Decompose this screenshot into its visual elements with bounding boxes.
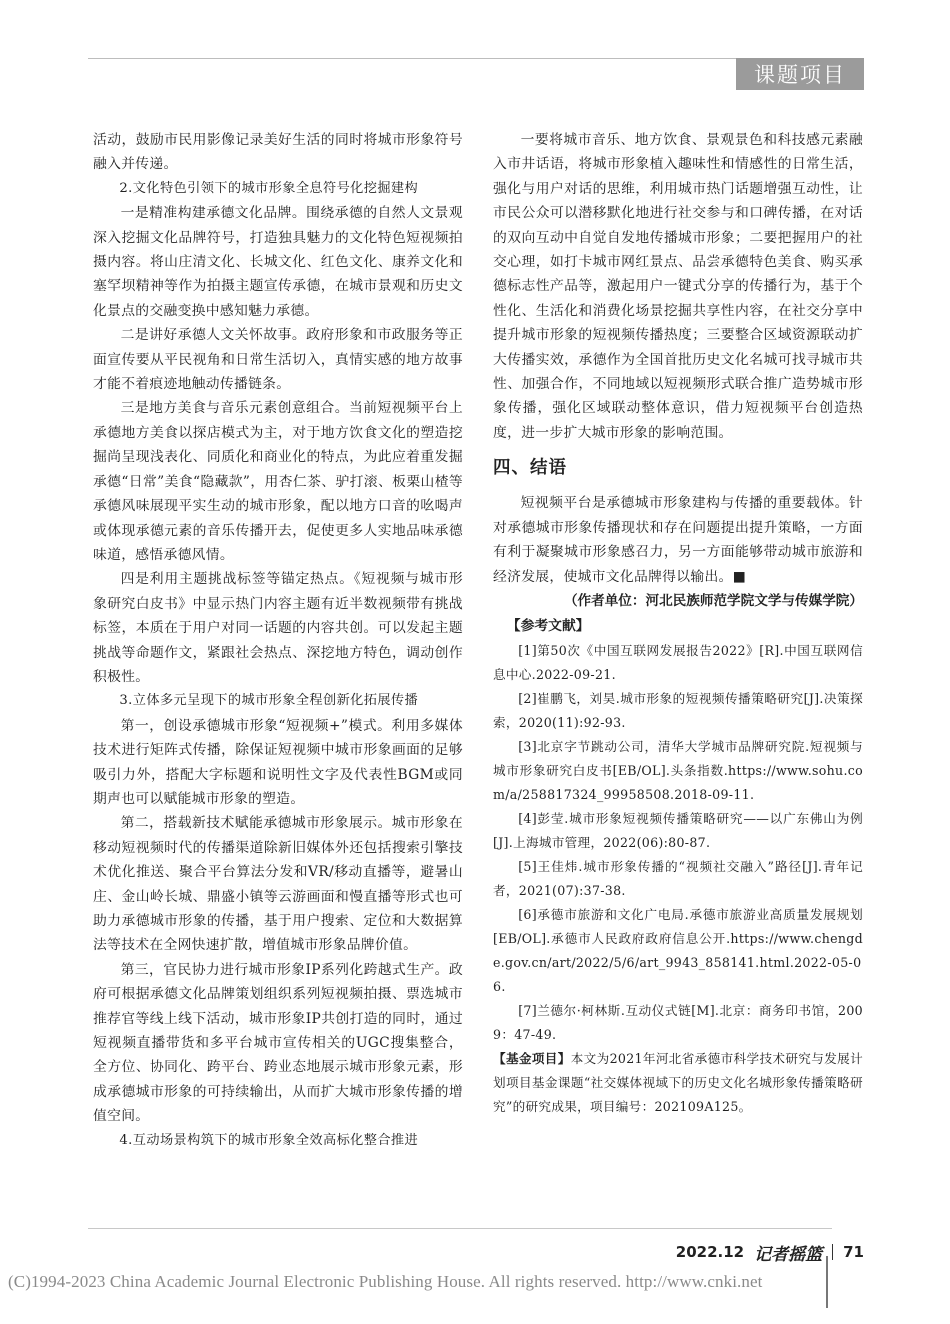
paragraph: 二是讲好承德人文关怀故事。政府形象和市政服务等正面宣传要从平民视角和日常生活切入，真情实感的地方故事才能不着痕迹地触动传播链条。 [93, 327, 463, 393]
paragraph: 三是地方美食与音乐元素创意组合。当前短视频平台上承德地方美食以探店模式为主，对于地方饮食文化的塑造挖掘尚呈现浅表化、同质化和商业化的特点，为此应着重发掘承德“日常”美食“隐藏款”，用杏仁茶、驴打滚、板栗山楂等承德风味展现平实生动的城市形象，配以地方口音的吆喝声或体现承德元素的音乐传播开去，促使更多人实地品味承德味道，感悟承德风情。 [93, 400, 463, 563]
paragraph: 短视频平台是承德城市形象建构与传播的重要载体。针对承德城市形象传播现状和存在问题提出提升策略，一方面有利于凝聚城市形象感召力，另一方面能够带动城市旅游和经济发展，使城市文化品牌得以输出。■ [493, 495, 863, 585]
subheading: 3.立体多元呈现下的城市形象全程创新化拓展传播 [119, 693, 419, 709]
references-title: 【参考文献】 [506, 617, 590, 634]
paragraph: 第二，搭载新技术赋能承德城市形象展示。城市形象在移动短视频时代的传播渠道除新旧媒体外还包括搜索引擎技术优化推送、聚合平台算法分发和VR/移动直播等，避暑山庄、金山岭长城、鼎盛小镇等云游画面和慢直播等形式也可助力承德城市形象的传播，基于用户搜索、定位和大数据算法等技术在全网快速扩散，增值城市形象品牌价值。 [93, 815, 463, 954]
page-footer [676, 1241, 864, 1263]
paragraph: 第一，创设承德城市形象“短视频+”模式。利用多媒体技术进行矩阵式传播，除保证短视频中城市形象画面的足够吸引力外，搭配大字标题和说明性文字及代表性BGM或同期声也可以赋能城市形象的塑造。 [93, 717, 463, 807]
left-column [93, 128, 463, 1153]
issue-date: 2022.12 [675, 1243, 745, 1261]
right-column [493, 128, 863, 1119]
reference-item: [6]承德市旅游和文化广电局.承德市旅游业高质量发展规划[EB/OL].承德市人民政府政府信息公开.https://www.chengde.gov.cn/art/2022/5/6/art_9943_858141.html.2022-05-06. [493, 906, 863, 994]
copyright-notice: (C)1994-2023 China Academic Journal Electronic Publishing House. All rights reserved. http://www.cnki.net [8, 1272, 763, 1291]
paragraph: 第三，官民协力进行城市形象IP系列化跨越式生产。政府可根据承德文化品牌策划组织系列短视频拍摄、票选城市推荐官等线上线下活动，城市形象IP共创打造的同时，通过短视频直播带货和多平台城市宣传相关的UGC搜集整合，全方位、协同化、跨平台、跨业态地展示城市形象元素，形成承德城市形象的可持续输出，从而扩大城市形象传播的增值空间。 [93, 961, 463, 1125]
header-rule [88, 58, 832, 59]
reference-item: [1]第50次《中国互联网发展报告2022》[R].中国互联网信息中心.2022-09-21. [493, 642, 863, 682]
subheading: 4.互动场景构筑下的城市形象全效高标化整合推进 [119, 1132, 419, 1148]
fund-text: 本文为2021年河北省承德市科学技术研究与发展计划项目基金课题“社交媒体视域下的历史文化名城形象传播策略研究”的研究成果，项目编号：202109A125。 [493, 1050, 863, 1114]
reference-item: [5]王佳炜.城市形象传播的“视频社交融入”路径[J].青年记者，2021(07):37-38. [493, 858, 863, 898]
reference-item: [4]彭莹.城市形象短视频传播策略研究——以广东佛山为例[J].上海城市管理，2022(06):80-87. [493, 810, 863, 850]
reference-item: [3]北京字节跳动公司，清华大学城市品牌研究院.短视频与城市形象研究白皮书[EB/OL].头条指数.https://www.sohu.com/a/258817324_99958508.2018-09-11. [493, 738, 863, 802]
paragraph: 一要将城市音乐、地方饮食、景观景色和科技感元素融入市井话语，将城市形象植入趣味性和情感性的日常生活，强化与用户对话的思维，利用城市热门话题增强互动性，让市民公众可以潜移默化地进行社交参与和口碑传播，在对话的双向互动中自觉自发地传播城市形象；二要把握用户的社交心理，如打卡城市网红景点、品尝承德特色美食、购买承德标志性产品等，激起用户一键式分享的传播行为，基于个性化、生活化和消费化场景挖掘共享性内容，在社交分享中提升城市形象的短视频传播热度；三要整合区域资源联动扩大传播实效，承德作为全国首批历史文化名城可找寻城市共性、加强合作，不同地域以短视频形式联合推广造势城市形象传播，强化区域联动整体意识，借力短视频平台创造热度，进一步扩大城市形象的影响范围。 [493, 132, 863, 441]
magazine-logo: 记者摇篮 [754, 1244, 823, 1265]
subheading: 2.文化特色引领下的城市形象全息符号化挖掘建构 [119, 180, 419, 196]
author-affiliation: （作者单位：河北民族师范学院文学与传媒学院） [563, 592, 863, 609]
paragraph: 一是精准构建承德文化品牌。围绕承德的自然人文景观深入挖掘文化品牌符号，打造独具魅力的文化特色短视频拍摄内容。将山庄清文化、长城文化、红色文化、康养文化和塞罕坝精神等作为拍摄主题宣传承德，在城市景观和历史文化景点的交融变换中感知魅力承德。 [93, 205, 463, 319]
section-tag: 课题项目 [736, 58, 864, 90]
fund-label: 【基金项目】 [493, 1050, 571, 1066]
reference-item: [7]兰德尔·柯林斯.互动仪式链[M].北京：商务印书馆，2009：47-49. [493, 1002, 863, 1042]
paragraph: 四是利用主题挑战标签等锚定热点。《短视频与城市形象研究白皮书》中显示热门内容主题有近半数视频带有挑战标签，本质在于用户对同一话题的内容共创。可以发起主题挑战等命题作文，紧跟社会热点、深挖地方特色，调动创作积极性。 [93, 571, 463, 685]
reference-item: [2]崔鹏飞，刘昊.城市形象的短视频传播策略研究[J].决策探索，2020(11):92-93. [493, 690, 863, 730]
paragraph: 活动，鼓励市民用影像记录美好生活的同时将城市形象符号融入并传递。 [93, 132, 463, 173]
section-heading: 四、结语 [493, 458, 567, 479]
page-number: 71 [843, 1243, 864, 1261]
footer-rule [88, 1228, 832, 1229]
footer-divider [832, 1244, 833, 1260]
fund-note [493, 1047, 863, 1119]
